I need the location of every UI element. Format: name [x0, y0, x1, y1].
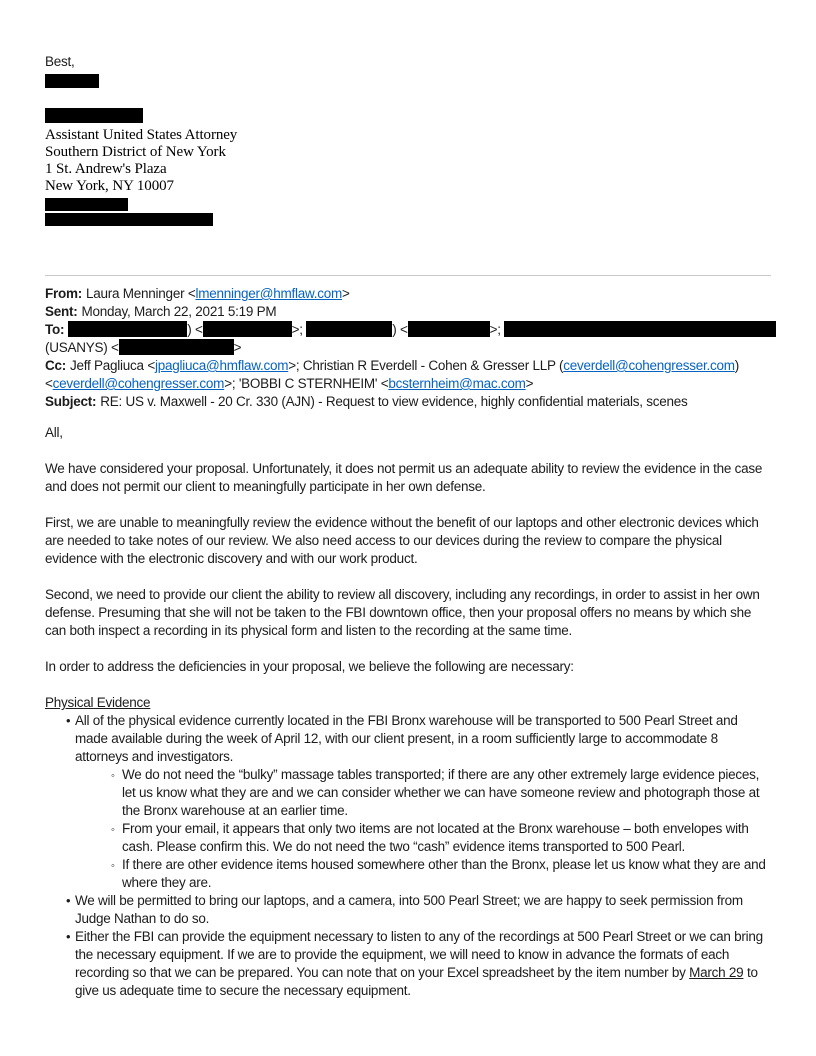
signature-address-line1: 1 St. Andrew's Plaza — [45, 161, 167, 177]
signature-block — [45, 127, 771, 195]
redaction-bar-signature-name — [45, 108, 143, 123]
bullet-item-laptops-camera — [45, 892, 771, 928]
to-line-2 — [45, 339, 771, 357]
salutation: All, — [45, 425, 63, 440]
cc-text-6: > — [525, 376, 534, 391]
sub-bullet-text: If there are other evidence items housed somewhere other than the Bronx, please let us know what they are and where they are. — [122, 857, 766, 890]
from-email-link[interactable]: lmenninger@hmflaw.com — [195, 286, 342, 301]
from-line — [45, 285, 771, 303]
cc-text-1: Jeff Pagliuca < — [70, 358, 155, 373]
to-separator-4: >; — [489, 322, 505, 337]
bullet-item-text: All of the physical evidence currently located in the FBI Bronx warehouse will be transported to 500 Pearl Street and made available during the week of April 12, with our client present, in a room sufficiently large to accommodate 8 attorneys and investigators. — [75, 713, 738, 764]
subject-value: RE: US v. Maxwell - 20 Cr. 330 (AJN) - Request to view evidence, highly confidential materials, scenes — [100, 394, 688, 409]
redaction-bar-to-recipient-2 — [306, 321, 392, 337]
sub-bullet-massage-tables — [75, 766, 771, 820]
to-line2-suffix: > — [233, 340, 242, 355]
cc-email-link-3[interactable]: ceverdell@cohengresser.com — [52, 376, 225, 391]
closing-text: Best, — [45, 54, 75, 69]
email-header — [45, 285, 771, 411]
email-body — [45, 424, 771, 1000]
redaction-bar-email — [45, 213, 213, 226]
bullet-item-transport-evidence — [45, 712, 771, 892]
from-suffix: > — [341, 286, 350, 301]
reply-divider — [45, 275, 771, 276]
cc-line-2 — [45, 375, 771, 393]
cc-email-link-2[interactable]: ceverdell@cohengresser.com — [563, 358, 735, 373]
bullet-item-text: We will be permitted to bring our laptops, and a camera, into 500 Pearl Street; we are happy to seek permission from Judge Nathan to do so. — [75, 893, 743, 926]
sent-value: Monday, March 22, 2021 5:19 PM — [81, 304, 277, 319]
paragraph-2: First, we are unable to meaningfully review the evidence without the benefit of our laptops and other electronic devices which are needed to take notes of our review. We also need access to our devices during the review to compare the physical evidence with the electronic discovery and with our work product. — [45, 515, 759, 566]
sent-line — [45, 303, 771, 321]
cc-email-link-4[interactable]: bcsternheim@mac.com — [388, 376, 526, 391]
section-heading-physical-evidence: Physical Evidence — [45, 695, 151, 710]
redaction-bar-phone — [45, 198, 128, 211]
subject-label: Subject: — [45, 394, 97, 409]
cc-text-5: >; 'BOBBI C STERNHEIM' < — [224, 376, 389, 391]
redaction-bar-to-email-3 — [119, 339, 234, 355]
bullet-list — [45, 712, 771, 1000]
paragraph-1: We have considered your proposal. Unfortunately, it does not permit us an adequate ability to review the evidence in the case and does not permit our client to meaningfully participate in her own defense. — [45, 461, 763, 494]
sub-bullet-other-items — [75, 856, 771, 892]
bullet-item-recording-equipment — [45, 928, 771, 1000]
sub-bullet-text: From your email, it appears that only two items are not located at the Bronx warehouse – both envelopes with cash. Please confirm this. We do not need the two “cash” evidence items transported to 500 Pearl. — [122, 821, 749, 854]
redaction-bar-to-recipient-1 — [68, 321, 187, 337]
to-usanys-text: (USANYS) < — [45, 340, 119, 355]
redaction-bar-to-email-2 — [408, 321, 490, 337]
redaction-bar-sender-name — [45, 74, 99, 88]
sent-label: Sent: — [45, 304, 78, 319]
cc-label: Cc: — [45, 358, 67, 373]
to-separator-2: >; — [291, 322, 307, 337]
sub-bullet-text: We do not need the “bulky” massage tables transported; if there are any other extremely large evidence pieces, let us know what they are and we can consider whether we can have someone review and photograph those at the Bronx warehouse at an earlier time. — [122, 767, 760, 818]
bullet-item-text-post: to give us adequate time to secure the necessary equipment. — [75, 965, 758, 998]
signature-title: Assistant United States Attorney — [45, 127, 238, 143]
paragraph-4: In order to address the deficiencies in your proposal, we believe the following are necessary: — [45, 659, 574, 674]
to-label: To: — [45, 322, 65, 337]
sub-bullet-two-items — [75, 820, 771, 856]
cc-text-2: >; Christian R Everdell - Cohen & Gresser LLP ( — [288, 358, 564, 373]
paragraph-3: Second, we need to provide our client the ability to review all discovery, including any recordings, in order to assist in her own defense. Presuming that she will not be taken to the FBI downtown office, then your proposal offers no means by which she can both inspect a recording in its physical form and listen to the recording at the same time. — [45, 587, 760, 638]
cc-text-3: ) — [734, 358, 740, 373]
bullet-item-text-pre: Either the FBI can provide the equipment necessary to listen to any of the recordings at 500 Pearl Street or we can bring the necessary equipment. If we are to provide the equipment, we will need to know in advance the formats of each recording so that we can be prepared. You can note that on your Excel spreadsheet by the item number by — [75, 929, 763, 980]
to-separator-1: ) < — [187, 322, 203, 337]
from-name: Laura Menninger < — [86, 286, 196, 301]
from-label: From: — [45, 286, 82, 301]
subject-line — [45, 393, 771, 411]
redaction-bar-to-email-1 — [203, 321, 292, 337]
to-separator-3: ) < — [392, 322, 408, 337]
to-line — [45, 321, 771, 339]
cc-email-link-1[interactable]: jpagliuca@hmflaw.com — [154, 358, 289, 373]
redaction-bar-to-recipient-3 — [504, 321, 776, 337]
cc-line — [45, 357, 771, 375]
signature-address-line2: New York, NY 10007 — [45, 178, 174, 194]
signature-org: Southern District of New York — [45, 144, 226, 160]
cc-text-4: < — [45, 376, 53, 391]
sub-bullet-list — [75, 766, 771, 892]
deadline-date-underlined: March 29 — [689, 965, 744, 980]
